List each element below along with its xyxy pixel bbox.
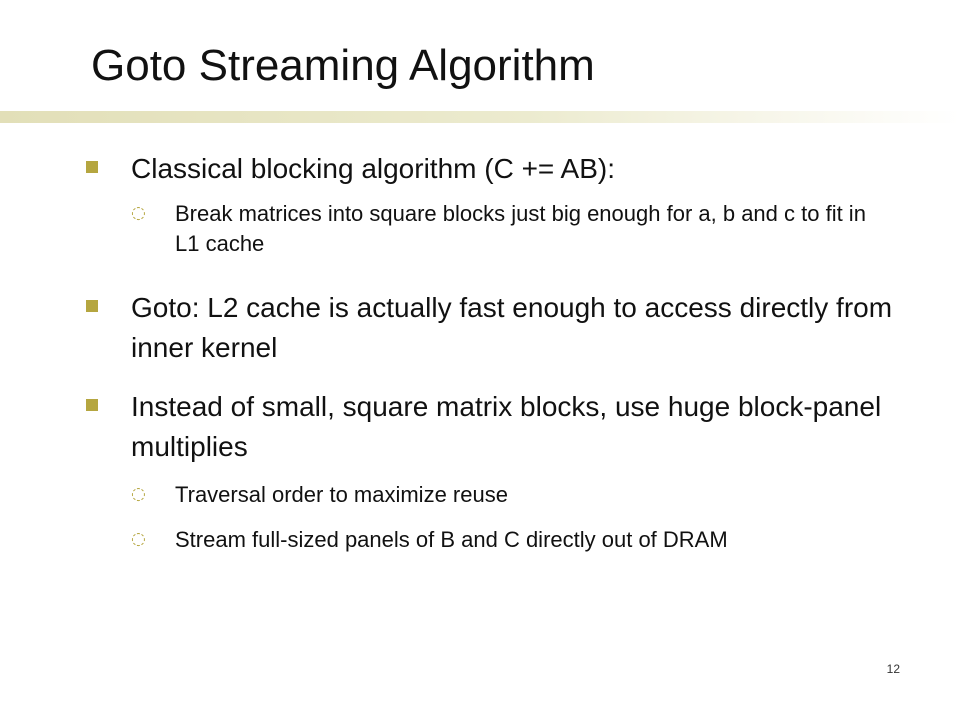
title-underline-bar [0,111,960,123]
sub-bullet-text: Break matrices into square blocks just big enough for a, b and c to fit in L1 cache [175,201,866,256]
sub-bullet-icon: ◌ [131,203,146,223]
sub-bullet-icon: ◌ [131,484,146,504]
sub-bullet-item [131,525,891,555]
bullet-item [86,288,906,368]
slide-number: 12 [886,662,900,676]
sub-bullet-text: Stream full-sized panels of B and C directly out of DRAM [175,527,728,552]
bullet-text: Classical blocking algorithm (C += AB): [131,153,615,184]
square-bullet-icon [86,399,98,411]
bullet-text: Goto: L2 cache is actually fast enough to access directly from inner kernel [131,292,893,363]
bullet-item [86,149,906,189]
bullet-text: Instead of small, square matrix blocks, use huge block-panel multiplies [131,391,882,462]
square-bullet-icon [86,161,98,173]
sub-bullet-icon: ◌ [131,529,146,549]
sub-bullet-item [131,199,891,259]
slide-title: Goto Streaming Algorithm [91,41,595,90]
sub-bullet-item [131,480,891,510]
bullet-item [86,387,906,467]
square-bullet-icon [86,300,98,312]
sub-bullet-text: Traversal order to maximize reuse [175,482,508,507]
